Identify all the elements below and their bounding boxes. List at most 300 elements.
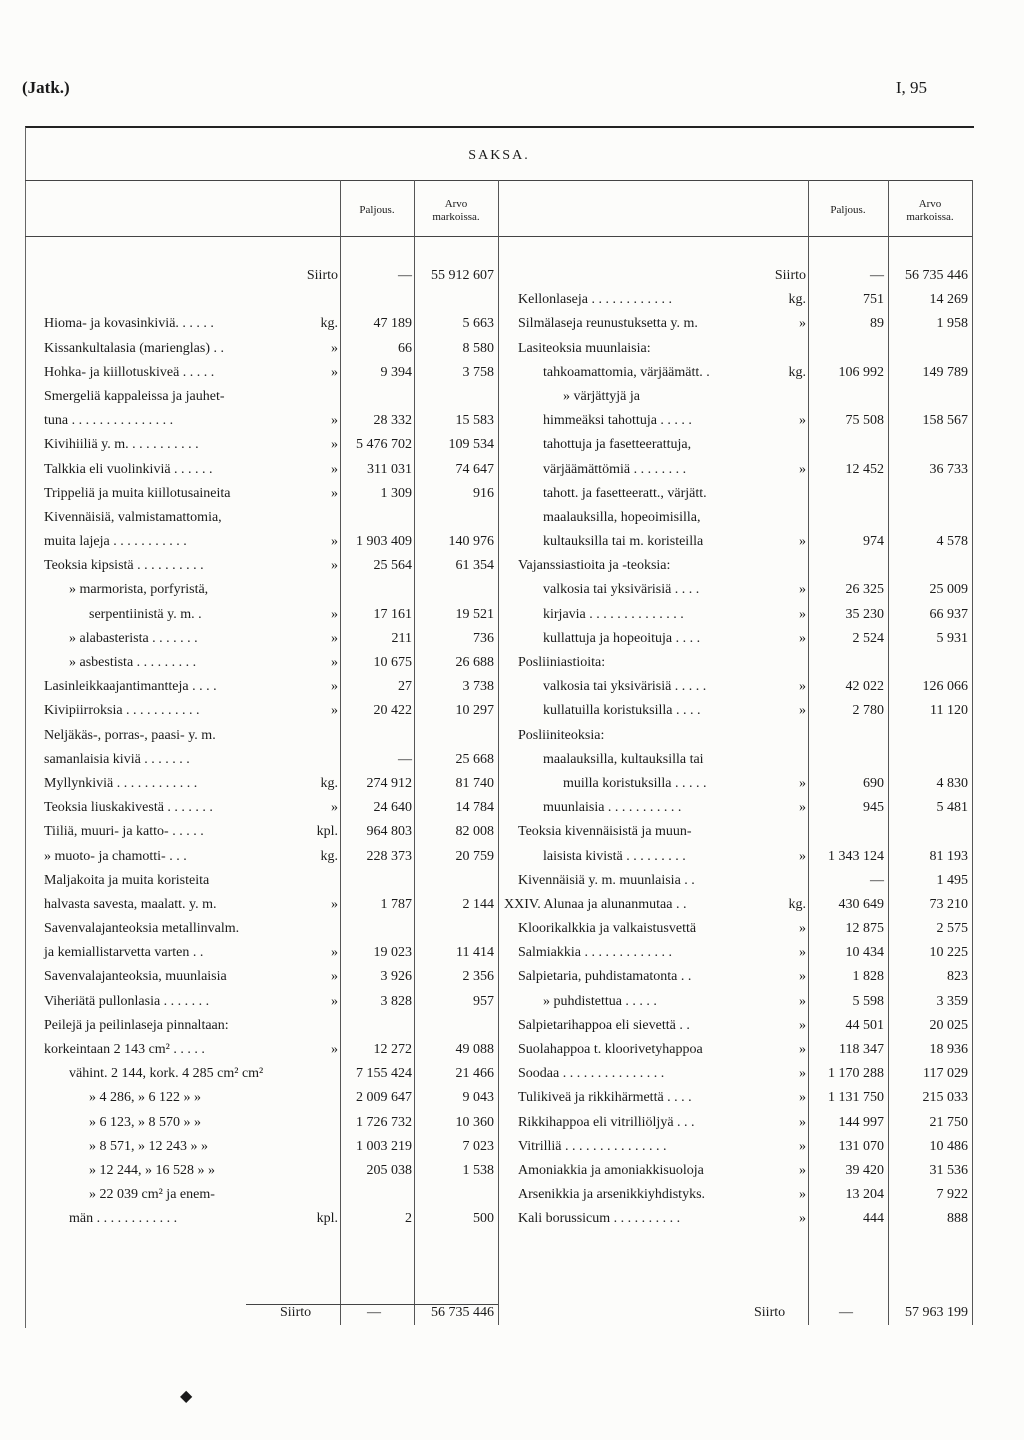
- table-row: [44, 458, 496, 482]
- row-label: Salpietaria, puhdistamatonta . .: [518, 969, 692, 985]
- table-row: [44, 385, 496, 409]
- table-row: [44, 869, 496, 893]
- row-value: 81 193: [929, 848, 968, 864]
- row-label: tahottuja ja fasetteerattuja,: [543, 437, 692, 453]
- row-unit: »: [799, 1017, 806, 1033]
- row-label: Vitrilliä . . . . . . . . . . . . . . .: [518, 1138, 667, 1154]
- table-row: [518, 409, 970, 433]
- row-unit: »: [799, 703, 806, 719]
- row-label: kultauksilla tai m. koristeilla: [543, 534, 704, 550]
- row-label: Posliiniastioita:: [518, 655, 606, 670]
- row-quantity: 274 912: [366, 775, 412, 791]
- row-unit: »: [331, 945, 338, 961]
- row-unit: »: [799, 800, 806, 816]
- page-header: [22, 78, 927, 102]
- right-footer-qty: —: [839, 1305, 853, 1320]
- row-unit: »: [331, 993, 338, 1009]
- table-row: [518, 965, 970, 989]
- qty-heading: Paljous.: [830, 204, 866, 216]
- row-value: 10 360: [455, 1114, 494, 1130]
- row-value: 2 144: [462, 896, 494, 912]
- table-row: [518, 337, 970, 361]
- row-quantity: 12 875: [845, 921, 884, 937]
- row-unit: kg.: [320, 316, 338, 332]
- row-value: 158 567: [922, 413, 968, 429]
- table-row: [44, 337, 496, 361]
- row-value: 215 033: [922, 1090, 968, 1106]
- table-row: [44, 1207, 496, 1231]
- value-heading: [888, 198, 972, 224]
- continuation-label: (Jatk.): [22, 78, 70, 97]
- row-label: Smergeliä kappaleissa ja jauhet-: [44, 388, 225, 404]
- row-quantity: 1 787: [380, 896, 412, 912]
- row-value: 3 738: [462, 679, 494, 695]
- row-quantity: —: [398, 268, 412, 283]
- row-quantity: 974: [863, 534, 884, 550]
- table-row: [44, 1062, 496, 1086]
- row-quantity: 106 992: [838, 364, 884, 380]
- row-unit: »: [331, 655, 338, 670]
- row-unit: »: [799, 1066, 806, 1082]
- row-unit: Siirto: [774, 268, 806, 283]
- row-quantity: 5 598: [852, 993, 884, 1009]
- row-unit: »: [331, 800, 338, 816]
- row-value: 10 225: [929, 945, 968, 961]
- row-unit: »: [799, 413, 806, 429]
- row-unit: kg.: [788, 896, 806, 912]
- row-value: 500: [473, 1211, 494, 1227]
- row-label: kirjavia . . . . . . . . . . . . . .: [543, 606, 684, 622]
- row-label: Teoksia kivennäisistä ja muun-: [518, 824, 692, 840]
- row-value: 9 043: [462, 1090, 494, 1106]
- row-label: kullatuilla koristuksilla . . . .: [543, 703, 701, 719]
- table-row: [518, 433, 970, 457]
- row-value: 26 688: [455, 655, 494, 670]
- row-value: 109 534: [448, 437, 494, 453]
- row-value: 823: [947, 969, 968, 985]
- row-unit: »: [331, 630, 338, 646]
- row-label: XXIV. Alunaa ja alunanmutaa . .: [504, 896, 687, 912]
- table-row: [518, 651, 970, 675]
- row-label: samanlaisia kiviä . . . . . . .: [44, 751, 190, 767]
- row-label: vähint. 2 144, kork. 4 285 cm² cm²: [69, 1066, 264, 1082]
- row-unit: »: [799, 461, 806, 477]
- row-quantity: 3 926: [380, 969, 412, 985]
- row-label: Arsenikkia ja arsenikkiyhdistyks.: [518, 1187, 706, 1203]
- row-quantity: 13 204: [845, 1187, 884, 1203]
- row-quantity: 2 524: [852, 630, 884, 646]
- row-label: Tiiliä, muuri- ja katto- . . . . .: [44, 824, 204, 840]
- table-row: [44, 482, 496, 506]
- row-unit: »: [799, 534, 806, 550]
- row-quantity: 211: [391, 630, 412, 646]
- row-value: 61 354: [455, 558, 494, 574]
- row-label: Hohka- ja kiillotuskiveä . . . . .: [44, 364, 215, 380]
- table-row: [44, 675, 496, 699]
- table-row: [518, 1207, 970, 1231]
- row-label: Hioma- ja kovasinkiviä. . . . . .: [44, 316, 214, 332]
- value-heading: [414, 198, 498, 224]
- row-label: Kivihiiliä y. m. . . . . . . . . . .: [44, 437, 199, 453]
- table-row: [518, 869, 970, 893]
- row-value: 957: [473, 993, 494, 1009]
- row-quantity: 27: [398, 679, 412, 695]
- row-label: Savenvalajanteoksia metallinvalm.: [44, 921, 240, 937]
- row-unit: »: [799, 945, 806, 961]
- row-label: halvasta savesta, maalatt. y. m.: [44, 896, 217, 912]
- row-unit: »: [799, 1162, 806, 1178]
- table-row: [518, 748, 970, 772]
- right-footer-label: Siirto: [754, 1305, 786, 1320]
- row-quantity: —: [398, 751, 412, 767]
- row-value: 7 922: [936, 1187, 968, 1203]
- row-label: korkeintaan 2 143 cm² . . . . .: [44, 1042, 205, 1057]
- row-quantity: 20 422: [373, 703, 412, 719]
- row-value: 1 495: [936, 872, 968, 888]
- table-row: [44, 506, 496, 530]
- row-label: Viheriätä pullonlasia . . . . . . .: [44, 993, 210, 1009]
- row-value: 14 784: [455, 800, 494, 816]
- table-row: [518, 917, 970, 941]
- row-value: 7 023: [462, 1138, 494, 1154]
- table-row: [518, 1086, 970, 1110]
- row-value: 25 009: [929, 582, 968, 598]
- header-bottom-rule: [25, 236, 973, 237]
- row-label: Kivennäisiä y. m. muunlaisia . .: [518, 872, 695, 888]
- table-row: [44, 530, 496, 554]
- row-unit: »: [799, 1138, 806, 1154]
- row-unit: »: [799, 630, 806, 646]
- row-label: laisista kivistä . . . . . . . . .: [543, 848, 686, 864]
- row-unit: »: [331, 896, 338, 912]
- row-label: Lasiteoksia muunlaisia:: [518, 340, 651, 356]
- table-row: [44, 433, 496, 457]
- table-row: [518, 796, 970, 820]
- table-row: [518, 264, 970, 288]
- table-row: [518, 554, 970, 578]
- row-unit: »: [331, 534, 338, 550]
- row-unit: »: [331, 437, 338, 453]
- row-value: 10 297: [455, 703, 494, 719]
- right-footer-value: 57 963 199: [905, 1305, 968, 1320]
- row-quantity: 47 189: [373, 316, 412, 332]
- table-row: [518, 941, 970, 965]
- row-unit: kpl.: [316, 824, 338, 840]
- table-row: [518, 820, 970, 844]
- row-label: Myllynkiviä . . . . . . . . . . . .: [44, 775, 198, 791]
- row-value: 21 466: [455, 1066, 494, 1082]
- row-quantity: 3 828: [380, 993, 412, 1009]
- left-column: [44, 264, 496, 1232]
- country-title: SAKSA.: [468, 148, 530, 163]
- table-row: [44, 1086, 496, 1110]
- row-quantity: 9 394: [380, 364, 412, 380]
- row-quantity: 17 161: [373, 606, 412, 622]
- table-row: [44, 845, 496, 869]
- row-label: tuna . . . . . . . . . . . . . . .: [44, 413, 174, 429]
- row-unit: Siirto: [306, 268, 338, 283]
- table-row: [44, 965, 496, 989]
- row-label: Kivipiirroksia . . . . . . . . . . .: [44, 703, 200, 719]
- row-value: 2 356: [462, 969, 494, 985]
- row-quantity: 7 155 424: [356, 1066, 412, 1082]
- col-rule: [498, 180, 499, 1325]
- row-value: 2 575: [936, 921, 968, 937]
- row-quantity: 228 373: [366, 848, 412, 864]
- row-value: 126 066: [922, 679, 968, 695]
- row-quantity: 35 230: [845, 606, 884, 622]
- row-value: 25 668: [455, 751, 494, 767]
- row-quantity: 39 420: [845, 1162, 884, 1178]
- table-row: [504, 893, 970, 917]
- row-value: 1 958: [936, 316, 968, 332]
- header-rule: [25, 180, 973, 181]
- row-value: 5 663: [462, 316, 494, 332]
- right-column: [504, 264, 970, 1232]
- row-label: » 6 123, » 8 570 » »: [89, 1114, 201, 1130]
- table-row: [518, 530, 970, 554]
- row-label: Rikkihappoa eli vitrilliöljyä . . .: [518, 1114, 695, 1130]
- row-label: Tulikiveä ja rikkihärmettä . . . .: [518, 1090, 692, 1106]
- row-label: » värjättyjä ja: [563, 388, 640, 404]
- row-unit: »: [799, 1114, 806, 1130]
- row-label: Savenvalajanteoksia, muunlaisia: [44, 969, 227, 985]
- table-row: [518, 845, 970, 869]
- table-row: [44, 409, 496, 433]
- left-footer-value: 56 735 446: [431, 1305, 494, 1320]
- row-label: Silmälaseja reunustuksetta y. m.: [518, 316, 698, 332]
- row-unit: »: [799, 1090, 806, 1106]
- table-row: [518, 1135, 970, 1159]
- table-row: [518, 675, 970, 699]
- row-quantity: 131 070: [838, 1138, 884, 1154]
- row-label: Salpietarihappoa eli sievettä . .: [518, 1017, 690, 1033]
- row-label: muunlaisia . . . . . . . . . . .: [543, 800, 682, 816]
- table-row: [44, 578, 496, 602]
- table-row: [44, 627, 496, 651]
- row-value: 1 538: [462, 1162, 494, 1178]
- row-value: 19 521: [455, 606, 494, 622]
- row-quantity: 1 726 732: [356, 1114, 412, 1130]
- row-value: 4 578: [936, 534, 968, 550]
- row-quantity: 1 003 219: [356, 1138, 412, 1154]
- table-row: [518, 1183, 970, 1207]
- row-quantity: 964 803: [366, 824, 412, 840]
- row-unit: kg.: [320, 848, 338, 864]
- table-row: [44, 893, 496, 917]
- row-unit: »: [799, 969, 806, 985]
- row-label: serpentiinistä y. m. .: [89, 606, 202, 622]
- row-unit: »: [799, 848, 806, 864]
- row-quantity: 1 170 288: [828, 1066, 884, 1082]
- row-quantity: 19 023: [373, 945, 412, 961]
- row-label: tahkoamattomia, värjäämätt. .: [543, 364, 710, 380]
- col-rule: [972, 180, 973, 1325]
- row-label: Salmiakkia . . . . . . . . . . . . .: [518, 945, 672, 961]
- row-label: » puhdistettua . . . . .: [543, 993, 657, 1009]
- row-unit: »: [799, 1187, 806, 1203]
- row-unit: »: [331, 969, 338, 985]
- row-quantity: 10 675: [373, 655, 412, 670]
- row-value: 31 536: [929, 1162, 968, 1178]
- row-quantity: 205 038: [366, 1162, 412, 1178]
- table-row: [518, 312, 970, 336]
- table-row: [518, 603, 970, 627]
- row-quantity: 12 452: [845, 461, 884, 477]
- row-value: 20 759: [455, 848, 494, 864]
- row-label: män . . . . . . . . . . . .: [69, 1211, 178, 1227]
- row-value: 140 976: [448, 534, 494, 550]
- row-quantity: 12 272: [373, 1042, 412, 1057]
- table-row: [44, 1038, 496, 1062]
- row-label: Soodaa . . . . . . . . . . . . . . .: [518, 1066, 665, 1082]
- table-row: [518, 990, 970, 1014]
- table-row: [518, 1062, 970, 1086]
- left-footer-label: Siirto: [280, 1305, 312, 1320]
- row-label: Kali borussicum . . . . . . . . . .: [518, 1211, 681, 1227]
- row-label: maalauksilla, kultauksilla tai: [543, 751, 704, 767]
- row-quantity: 2 009 647: [356, 1090, 412, 1106]
- row-unit: »: [799, 1211, 806, 1227]
- row-quantity: 10 434: [845, 945, 884, 961]
- row-quantity: 1 131 750: [828, 1090, 884, 1106]
- table-row: [44, 554, 496, 578]
- table-row: [518, 1159, 970, 1183]
- row-quantity: 89: [870, 316, 884, 332]
- row-value: 36 733: [929, 461, 968, 477]
- row-unit: »: [799, 921, 806, 937]
- row-label: Talkkia eli vuolinkiviä . . . . . .: [44, 461, 213, 477]
- table-row: [44, 1135, 496, 1159]
- table-row: [44, 1014, 496, 1038]
- table-row: [44, 941, 496, 965]
- row-label: muilla koristuksilla . . . . .: [563, 775, 707, 791]
- ink-mark: ◆: [180, 1388, 193, 1405]
- table-row: [518, 288, 970, 312]
- row-label: » alabasterista . . . . . . .: [69, 630, 198, 646]
- row-quantity: 2: [405, 1211, 412, 1227]
- row-quantity: 26 325: [845, 582, 884, 598]
- row-unit: »: [331, 485, 338, 501]
- row-quantity: 1 343 124: [828, 848, 884, 864]
- row-label: tahott. ja fasetteeratt., värjätt.: [543, 485, 707, 501]
- row-quantity: 1 309: [380, 485, 412, 501]
- row-value: 4 830: [936, 775, 968, 791]
- row-value: 18 936: [929, 1042, 968, 1057]
- table-row: [44, 651, 496, 675]
- row-quantity: 751: [863, 292, 884, 308]
- row-label: Teoksia liuskakivestä . . . . . . .: [44, 800, 213, 816]
- row-value: 117 029: [923, 1066, 968, 1082]
- row-label: Amoniakkia ja amoniakkisuoloja: [518, 1162, 704, 1178]
- row-value: 73 210: [929, 896, 968, 912]
- row-value: 149 789: [922, 364, 968, 380]
- row-label: » asbestista . . . . . . . . .: [69, 655, 197, 670]
- row-label: valkosia tai yksivärisiä . . . .: [543, 582, 700, 598]
- table-row: [518, 385, 970, 409]
- table-row: [518, 458, 970, 482]
- row-label: Vajanssiastioita ja -teoksia:: [518, 558, 671, 574]
- row-value: 888: [947, 1211, 968, 1227]
- table-row: [518, 361, 970, 385]
- row-quantity: 75 508: [845, 413, 884, 429]
- page-number: I, 95: [895, 78, 927, 97]
- row-label: » 8 571, » 12 243 » »: [89, 1138, 208, 1154]
- row-value: 3 758: [462, 364, 494, 380]
- row-quantity: 66: [398, 340, 412, 356]
- table-row: [44, 312, 496, 336]
- row-value: 81 740: [455, 775, 494, 791]
- row-label: Kellonlaseja . . . . . . . . . . . .: [518, 292, 672, 308]
- row-value: 11 120: [930, 703, 968, 719]
- row-unit: »: [799, 775, 806, 791]
- row-value: 20 025: [929, 1017, 968, 1033]
- row-label: värjäämättömiä . . . . . . . .: [543, 461, 687, 477]
- row-quantity: 5 476 702: [356, 437, 412, 453]
- row-unit: »: [331, 364, 338, 380]
- row-quantity: 144 997: [838, 1114, 884, 1130]
- row-label: Posliiniteoksia:: [518, 727, 605, 743]
- table-row: [518, 578, 970, 602]
- row-unit: »: [799, 316, 806, 332]
- row-unit: »: [331, 703, 338, 719]
- row-unit: »: [331, 1042, 338, 1057]
- table-row: [44, 1159, 496, 1183]
- table-row: [44, 288, 496, 312]
- row-unit: »: [331, 606, 338, 622]
- row-quantity: 690: [863, 775, 884, 791]
- table-row: [518, 482, 970, 506]
- table-row: [44, 1183, 496, 1207]
- table-row: [518, 1038, 970, 1062]
- row-label: » 12 244, » 16 528 » »: [89, 1162, 215, 1178]
- value-heading-line2: markoissa.: [906, 211, 954, 223]
- row-value: 3 359: [936, 993, 968, 1009]
- qty-heading: Paljous.: [359, 204, 395, 216]
- row-label: maalauksilla, hopeoimisilla,: [543, 509, 701, 525]
- row-quantity: 1 903 409: [356, 534, 412, 550]
- row-label: » marmorista, porfyristä,: [69, 582, 209, 598]
- table-row: [518, 627, 970, 651]
- row-quantity: —: [870, 872, 884, 888]
- row-value: 66 937: [929, 606, 968, 622]
- row-quantity: —: [870, 268, 884, 283]
- row-value: 56 735 446: [905, 268, 968, 283]
- value-heading-line2: markoissa.: [432, 211, 480, 223]
- row-label: valkosia tai yksivärisiä . . . . .: [543, 679, 707, 695]
- row-label: muita lajeja . . . . . . . . . . .: [44, 534, 187, 550]
- table-row: [518, 772, 970, 796]
- row-label: kullattuja ja hopeoituja . . . .: [543, 630, 701, 646]
- row-label: Lasinleikkaajantimantteja . . . .: [44, 679, 217, 695]
- row-quantity: 1 828: [852, 969, 884, 985]
- row-value: 736: [473, 630, 494, 646]
- row-unit: kg.: [320, 775, 338, 791]
- row-label: Kloorikalkkia ja valkaistusvettä: [518, 921, 697, 937]
- row-value: 14 269: [929, 292, 968, 308]
- row-value: 916: [473, 485, 494, 501]
- row-value: 55 912 607: [431, 268, 494, 283]
- table-row: [44, 796, 496, 820]
- row-quantity: 28 332: [373, 413, 412, 429]
- row-label: ja kemiallistarvetta varten . .: [44, 945, 204, 961]
- row-label: himmeäksi tahottuja . . . . .: [543, 413, 692, 429]
- row-value: 10 486: [929, 1138, 968, 1154]
- row-quantity: 42 022: [845, 679, 884, 695]
- row-unit: »: [799, 582, 806, 598]
- row-label: Kissankultalasia (marienglas) . .: [44, 340, 225, 356]
- table-row: [44, 603, 496, 627]
